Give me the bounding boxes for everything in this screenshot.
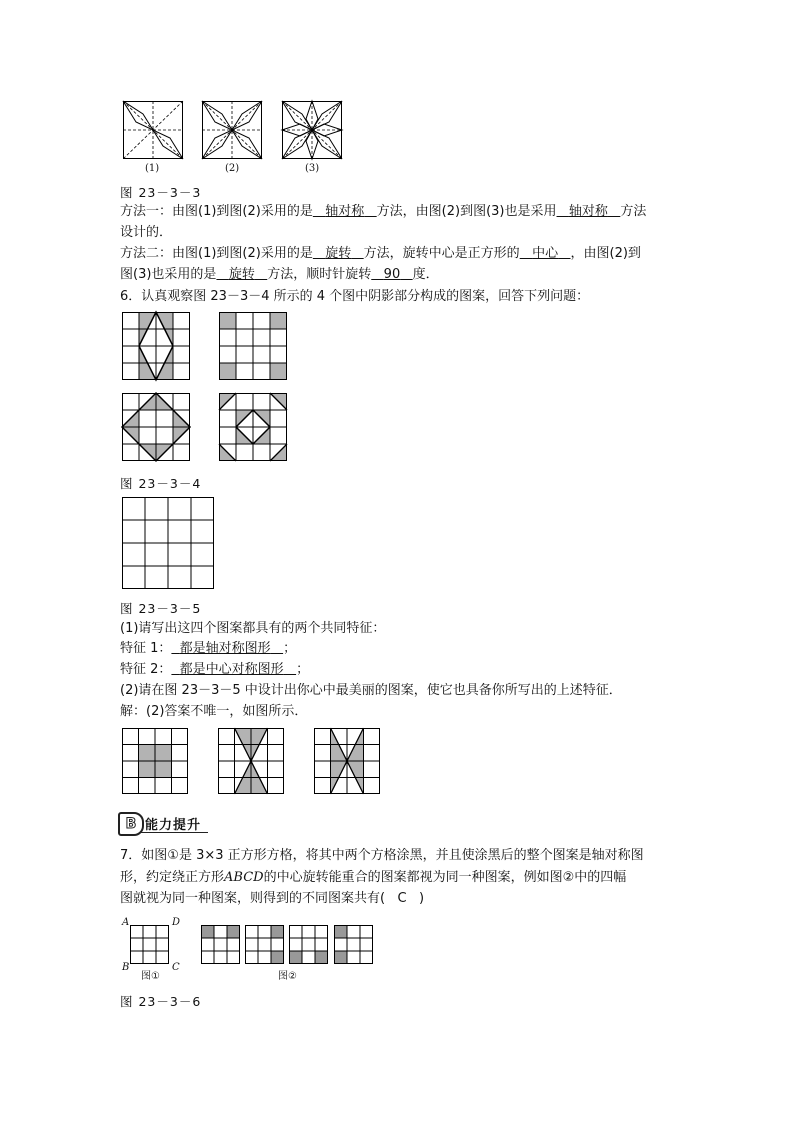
fig-label-3: (3) xyxy=(305,163,320,174)
answer-feature2: 都是中心对称图形 xyxy=(179,662,284,677)
q6-sub1: (1)请写出这四个图案都具有的两个共同特征： xyxy=(120,621,386,636)
answer-rotation-1: 旋转 xyxy=(325,246,352,261)
method1-line2: 设计的． xyxy=(120,225,173,240)
fig-23-3-6-variant-3 xyxy=(289,925,328,964)
method2-line2: 图(3)也采用的是 旋转 方法，顺时针旋转 90 度． xyxy=(120,267,439,282)
fig-23-3-5-grid xyxy=(122,497,214,589)
answer-choice: C xyxy=(397,891,407,906)
fig-23-3-4-b xyxy=(219,312,287,380)
point-b: B xyxy=(122,962,130,973)
q6-sub2: (2)请在图 23－3－5 中设计出你心中最美丽的图案，使它也具备你所写出的上述特征． xyxy=(120,683,622,698)
caption-23-3-6: 图 23－3－6 xyxy=(120,994,202,1009)
fig-23-3-6-grid1 xyxy=(130,925,169,964)
point-d: D xyxy=(172,917,181,928)
fig-23-3-6-variant-4 xyxy=(334,925,373,964)
answer-degrees: 90 xyxy=(383,267,401,282)
method2-line1: 方法二：由图(1)到图(2)采用的是 旋转 方法，旋转中心是正方形的 中心 ，由图(2)到 xyxy=(120,246,641,261)
fig2-label: 图② xyxy=(278,971,297,982)
answer-rotation-2: 旋转 xyxy=(228,267,255,282)
fig-23-3-3-1 xyxy=(123,101,183,159)
fig-23-3-3-3 xyxy=(282,101,342,159)
q7-line3: 图就视为同一种图案，则得到的不同图案共有( C ) xyxy=(120,891,425,906)
caption-23-3-4: 图 23－3－4 xyxy=(120,476,202,491)
caption-23-3-3: 图 23－3－3 xyxy=(120,185,202,200)
fig-23-3-4-a xyxy=(122,312,190,380)
fig-23-3-4-d xyxy=(219,393,287,461)
fig-label-1: (1) xyxy=(145,163,160,174)
answer-center: 中心 xyxy=(532,246,559,261)
fig-23-3-6-variant-2 xyxy=(245,925,284,964)
fig-23-3-3-2 xyxy=(202,101,262,159)
fig1-label: 图① xyxy=(141,971,160,982)
section-header xyxy=(118,812,210,834)
answer-axis-symmetry-2: 轴对称 xyxy=(568,204,608,219)
fig-23-3-4-c xyxy=(122,393,190,461)
answer-axis-symmetry-1: 轴对称 xyxy=(325,204,365,219)
answer-feature1: 都是轴对称图形 xyxy=(179,641,271,656)
section-title: 能力提升 xyxy=(145,818,202,833)
q7-line1: 7．如图①是 3×3 正方形方格，将其中两个方格涂黑，并且使涂黑后的整个图案是轴对称图 xyxy=(120,848,644,863)
method1-line1: 方法一：由图(1)到图(2)采用的是 轴对称 方法，由图(2)到图(3)也是采用 轴对称 方法 xyxy=(120,204,647,219)
fig-label-2: (2) xyxy=(225,163,240,174)
section-badge-icon: B xyxy=(118,812,144,836)
point-c: C xyxy=(172,962,180,973)
solution-pattern-2 xyxy=(218,728,284,794)
solution-pattern-3 xyxy=(314,728,380,794)
q6-feature2: 特征 2： 都是中心对称图形 ； xyxy=(120,662,310,677)
fig-23-3-6-variant-1 xyxy=(201,925,240,964)
point-a: A xyxy=(122,917,130,928)
solution-pattern-1 xyxy=(122,728,188,794)
q6-solution: 解：(2)答案不唯一，如图所示． xyxy=(120,704,308,719)
q6-feature1: 特征 1： 都是轴对称图形 ； xyxy=(120,641,297,656)
q7-line2: 形，约定绕正方形ABCD的中心旋转能重合的图案都视为同一种图案，例如图②中的四幅 xyxy=(120,870,627,885)
q6-stem: 6．认真观察图 23－3－4 所示的 4 个图中阴影部分构成的图案，回答下列问题： xyxy=(120,289,590,304)
caption-23-3-5: 图 23－3－5 xyxy=(120,601,202,616)
